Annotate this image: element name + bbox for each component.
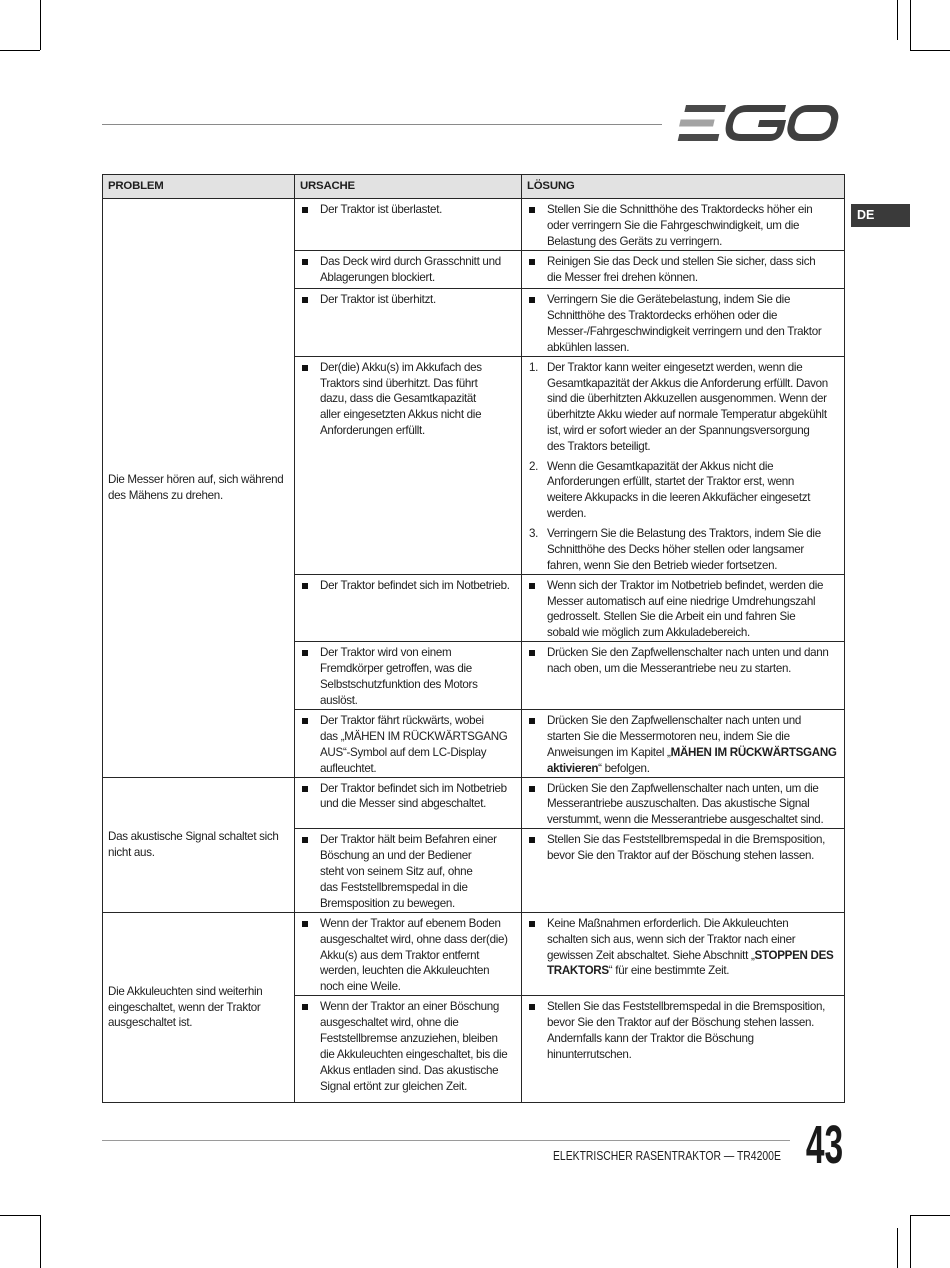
solution-text: Stellen Sie das Feststellbremspedal in die Bremsposition, bevor Sie den Traktor auf der Böschung stehen lassen. (547, 833, 826, 863)
column-header-problem: PROBLEM (103, 175, 295, 199)
solution-text: Wenn sich der Traktor im Notbetrieb befindet, werden die Messer automatisch auf eine niedrige Umdrehungszahl gedrosselt. Stellen Sie die Arbeit ein und fahren Sie sobald wie möglich zum Akkuladebereich. (547, 578, 824, 640)
bullet-square-icon (302, 202, 320, 218)
table-row (103, 777, 845, 829)
solution-cell (522, 829, 845, 913)
solution-text-emphasis: STOPPEN DES TRAKTORS (547, 948, 834, 978)
cause-text: Wenn der Traktor an einer Böschung ausgeschaltet wird, ohne die Feststellbremse anzuziehen, bleiben die Akkuleuchten eingeschaltet, bis die Akkus entladen sind. Das akustische Signal ertönt zur gleichen Zeit. (320, 1000, 508, 1093)
bullet-square-icon (302, 254, 320, 270)
cause-cell (295, 199, 522, 251)
solution-text (547, 916, 833, 980)
bullet-square-icon (302, 781, 320, 797)
crop-mark (897, 1228, 898, 1268)
solution-cell (522, 574, 845, 642)
solution-cell (522, 251, 845, 289)
solution-text (547, 713, 837, 777)
cause-cell (295, 642, 522, 710)
cause-text: Der(die) Akku(s) im Akkufach des Traktors sind überhitzt. Das führt dazu, dass die Gesamtkapazität aller eingesetzten Akkus nicht die Anforderungen erfüllt. (320, 360, 482, 438)
table-row (103, 199, 845, 251)
bullet-square-icon (302, 645, 320, 661)
cause-cell (295, 356, 522, 574)
column-header-solution: LÖSUNG (522, 175, 845, 199)
bullet-square-icon (302, 578, 320, 594)
cause-text: Der Traktor befindet sich im Notbetrieb und die Messer sind abgeschaltet. (320, 781, 507, 811)
solution-cell (522, 199, 845, 251)
bullet-square-icon (529, 999, 547, 1015)
solution-cell (522, 709, 845, 777)
solution-cell (522, 289, 845, 357)
step-number: 2. (529, 459, 539, 473)
solution-text-tail: “ befolgen. (598, 761, 650, 775)
step-text: Der Traktor kann weiter eingesetzt werden, wenn die Gesamtkapazität der Akkus die Anforderung erfüllt. Davon sind die überhitzten Akkuzellen ausgenommen. Wenn der überhitzte Akku wieder auf normale Temperatur abgekühlt ist, wird er sofort wieder an der Spannungsversorgung des Traktors beteiligt. (547, 360, 828, 454)
footer-title: ELEKTRISCHER RASENTRAKTOR — TR4200E (553, 1148, 781, 1163)
numbered-step (529, 526, 840, 574)
cause-cell (295, 289, 522, 357)
solution-cell (522, 642, 845, 710)
crop-mark (910, 0, 911, 50)
numbered-step (529, 360, 840, 455)
crop-mark (910, 1215, 911, 1268)
problem-cell (103, 912, 295, 1103)
cause-cell (295, 709, 522, 777)
cause-text: Das Deck wird durch Grasschnitt und Ablagerungen blockiert. (320, 255, 501, 284)
bullet-square-icon (302, 916, 320, 932)
bullet-square-icon (529, 916, 547, 932)
solution-cell (522, 912, 845, 996)
problem-text: Das akustische Signal schaltet sich nicht aus. (108, 829, 279, 859)
cause-cell (295, 777, 522, 829)
problem-cell (103, 199, 295, 778)
solution-cell (522, 777, 845, 829)
solution-text-lead: Keine Maßnahmen erforderlich. Die Akkuleuchten schalten sich aus, wenn sich der Traktor nach einer gewissen Zeit abschaltet. Siehe Abschnitt „ (547, 916, 796, 962)
solution-cell (522, 996, 845, 1103)
step-text: Verringern Sie die Belastung des Traktors, indem Sie die Schnitthöhe des Decks höher stellen oder langsamer fahren, wenn Sie den Betrieb wieder fortsetzen. (547, 526, 821, 572)
crop-mark (910, 50, 950, 51)
table-row (103, 912, 845, 996)
cause-cell (295, 829, 522, 913)
cause-text: Der Traktor ist überhitzt. (320, 293, 436, 306)
bullet-square-icon (529, 832, 547, 848)
bullet-square-icon (302, 292, 320, 308)
numbered-step (529, 459, 840, 523)
cause-text: Wenn der Traktor auf ebenem Boden ausgeschaltet wird, ohne dass der(die) Akku(s) aus dem Traktor entfernt werden, leuchten die Akkuleuchten noch eine Weile. (320, 916, 508, 994)
bullet-square-icon (302, 832, 320, 848)
language-tab: DE (851, 204, 910, 227)
crop-mark (40, 1215, 41, 1268)
solution-text-emphasis: MÄHEN IM RÜCKWÄRTSGANG aktivieren (547, 745, 837, 775)
cause-text: Der Traktor hält beim Befahren einer Böschung an und der Bediener steht von seinem Sitz auf, ohne das Feststellbremspedal in die Bremsposition zu bewegen. (320, 833, 497, 910)
footer-rule (102, 1140, 790, 1141)
cause-cell (295, 251, 522, 289)
crop-mark (897, 0, 898, 40)
cause-cell (295, 996, 522, 1103)
crop-mark (40, 0, 41, 50)
problem-text: Die Messer hören auf, sich während des Mähens zu drehen. (108, 472, 284, 502)
step-number: 1. (529, 360, 539, 374)
cause-text: Der Traktor fährt rückwärts, wobei das „MÄHEN IM RÜCKWÄRTSGANG AUS“-Symbol auf dem LC-Display aufleuchtet. (320, 713, 508, 775)
crop-mark (910, 1215, 950, 1216)
bullet-square-icon (529, 578, 547, 594)
solution-text: Drücken Sie den Zapfwellenschalter nach unten, um die Messerantriebe auszuschalten. Das akustische Signal verstummt, wenn die Messerantriebe ausgeschaltet sind. (547, 781, 824, 827)
cause-text: Der Traktor wird von einem Fremdkörper getroffen, was die Selbstschutzfunktion des Motors auslöst. (320, 646, 478, 707)
page-number: 43 (805, 1115, 843, 1175)
bullet-square-icon (529, 713, 547, 729)
crop-mark (0, 50, 40, 51)
solution-text: Drücken Sie den Zapfwellenschalter nach unten und dann nach oben, um die Messerantriebe neu zu starten. (547, 646, 829, 676)
solution-cell (522, 356, 845, 574)
column-header-cause: URSACHE (295, 175, 522, 199)
cause-cell (295, 574, 522, 642)
bullet-square-icon (529, 292, 547, 308)
solution-text-lead: Drücken Sie den Zapfwellenschalter nach unten und starten Sie die Messermotoren neu, indem Sie die Anweisungen im Kapitel „ (547, 713, 802, 759)
step-text: Wenn die Gesamtkapazität der Akkus nicht die Anforderungen erfüllt, startet der Traktor erst, wenn weitere Akkupacks in die leeren Akkufächer eingesetzt werden. (547, 459, 811, 521)
bullet-square-icon (529, 202, 547, 218)
solution-text-tail: “ für eine bestimmte Zeit. (608, 964, 730, 978)
solution-text: Stellen Sie die Schnitthöhe des Traktordecks höher ein oder verringern Sie die Fahrgeschwindigkeit, um die Belastung des Geräts zu verringern. (547, 203, 813, 248)
bullet-square-icon (302, 999, 320, 1015)
problem-cell (103, 777, 295, 912)
cause-text: Der Traktor ist überlastet. (320, 203, 443, 216)
crop-mark (0, 1215, 40, 1216)
bullet-square-icon (529, 781, 547, 797)
solution-text: Stellen Sie das Feststellbremspedal in die Bremsposition, bevor Sie den Traktor auf der Böschung stehen lassen. Andernfalls kann der Traktor die Böschung hinunterrutschen. (547, 1000, 826, 1061)
solution-text: Verringern Sie die Gerätebelastung, indem Sie die Schnitthöhe des Traktordecks erhöhen oder die Messer-/Fahrgeschwindigkeit verringern und den Traktor abkühlen lassen. (547, 293, 822, 354)
solution-text: Reinigen Sie das Deck und stellen Sie sicher, dass sich die Messer frei drehen können. (547, 255, 816, 284)
step-number: 3. (529, 526, 539, 540)
troubleshooting-table (102, 174, 845, 1103)
bullet-square-icon (529, 254, 547, 270)
problem-text: Die Akkuleuchten sind weiterhin eingeschaltet, wenn der Traktor ausgeschaltet ist. (108, 984, 263, 1030)
header-rule (102, 124, 662, 125)
bullet-square-icon (302, 360, 320, 376)
bullet-square-icon (529, 645, 547, 661)
bullet-square-icon (302, 713, 320, 729)
cause-text: Der Traktor befindet sich im Notbetrieb. (320, 578, 510, 592)
ego-logo (669, 104, 845, 142)
cause-cell (295, 912, 522, 996)
